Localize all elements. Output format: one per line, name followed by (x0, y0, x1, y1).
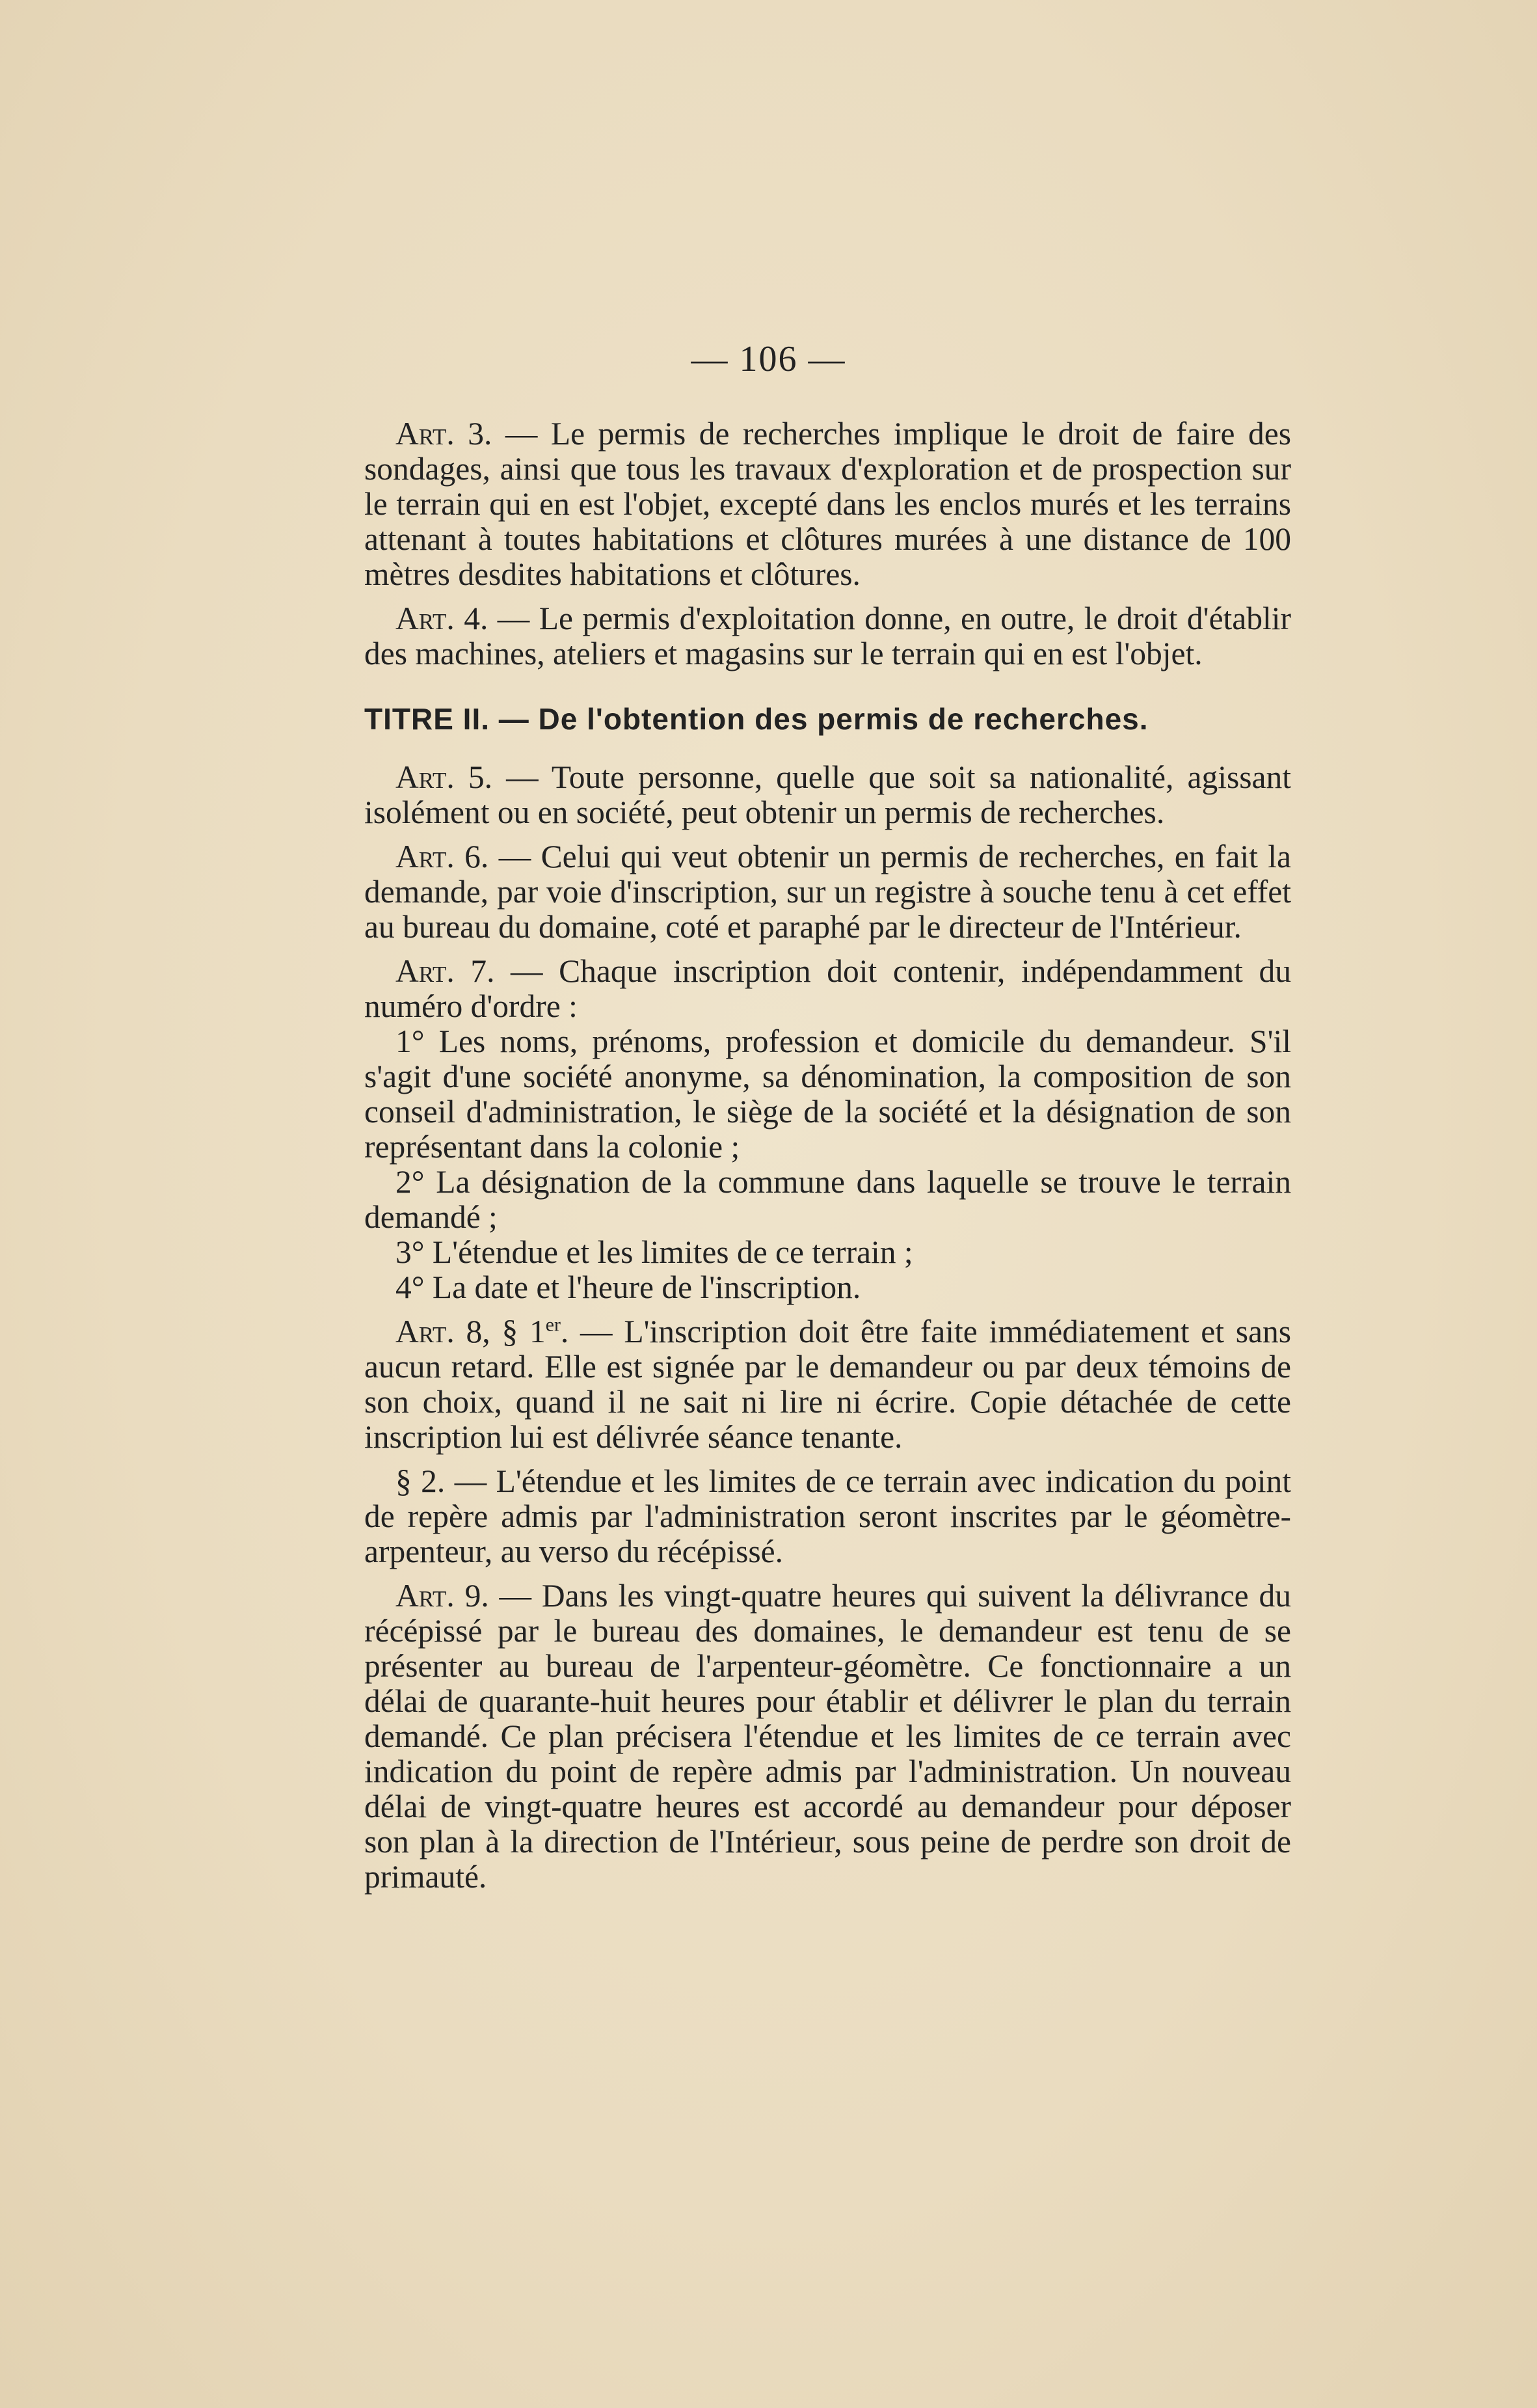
article-label: Art. 7. (395, 953, 495, 989)
article-8-paragraph-2: § 2. — L'étendue et les limites de ce terrain avec indication du point de repère admis par l'administration seront inscrites par le géomètre-arpenteur, au verso du récépissé. (364, 1463, 1291, 1569)
section-title: TITRE II. — De l'obtention des permis de recherches. (364, 702, 1149, 736)
page-number: — 106 — (691, 339, 846, 379)
article-text: — Chaque inscription doit contenir, indépendamment du numéro d'ordre : (364, 953, 1291, 1024)
article-5 (364, 760, 1291, 830)
article-4 (364, 601, 1291, 671)
article-number: 1 (518, 1314, 546, 1349)
article-text: — Celui qui veut obtenir un permis de recherches, en fait la demande, par voie d'inscription, sur un registre à souche tenu à cet effet au bureau du domaine, coté et paraphé par le directeur de l'Intérieur. (364, 839, 1292, 945)
list-item: 1° Les noms, prénoms, profession et domicile du demandeur. S'il s'agit d'une société anonyme, sa dénomination, la composition de son conseil d'administration, le siège de la société et la désignation de son représentant dans la colonie ; (364, 1023, 1291, 1165)
article-8 (364, 1314, 1291, 1455)
article-text: — Le permis de recherches implique le droit de faire des sondages, ainsi que tous les travaux d'exploration et de prospection sur le terrain qui en est l'objet, excepté dans les enclos murés et les terrains attenant à toutes habitations et clôtures murées à une distance de 100 mètres desdites habitations et clôtures. (364, 416, 1291, 592)
article-9 (364, 1578, 1291, 1895)
article-label: Art. 9. (395, 1578, 489, 1614)
article-text: — Le permis d'exploitation donne, en outre, le droit d'établir des machines, ateliers et magasins sur le terrain qui en est l'objet. (364, 601, 1292, 671)
list-item: 2° La désignation de la commune dans laquelle se trouve le terrain demandé ; (364, 1164, 1291, 1235)
body-text (364, 416, 1291, 1904)
article-label: Art. 5. (395, 759, 493, 795)
article-7 (364, 954, 1291, 1024)
list-item: 3° L'étendue et les limites de ce terrain ; (395, 1234, 913, 1270)
article-3 (364, 416, 1291, 592)
article-text: — Dans les vingt-quatre heures qui suivent la délivrance du récépissé par le bureau des domaines, le demandeur est tenu de se présenter au bureau de l'arpenteur-géomètre. Ce fonctionnaire a un délai de quarante-huit heures pour établir et délivrer le plan du terrain demandé. Ce plan précisera l'étendue et les limites de ce terrain avec indication du point de repère admis par l'administration. Un nouveau délai de vingt-quatre heures est accordé au demandeur pour déposer son plan à la direction de l'Intérieur, sous peine de perdre son droit de primauté. (364, 1578, 1291, 1895)
article-label: Art. 4. (395, 601, 488, 636)
article-label: Art. 8, § (395, 1314, 518, 1349)
article-label: Art. 3. (395, 416, 492, 452)
ordinal-suffix: er (545, 1314, 561, 1336)
article-text: . — L'inscription doit être faite immédiatement et sans aucun retard. Elle est signée par le demandeur ou par deux témoins de son choix, quand il ne sait ni lire ni écrire. Copie détachée de cette inscription lui est délivrée séance tenante. (364, 1314, 1292, 1455)
article-label: Art. 6. (395, 839, 489, 874)
list-item: 4° La date et l'heure de l'inscription. (395, 1269, 861, 1305)
article-text: — Toute personne, quelle que soit sa nationalité, agissant isolément ou en société, peut obtenir un permis de recherches. (364, 759, 1291, 830)
article-6 (364, 839, 1291, 945)
